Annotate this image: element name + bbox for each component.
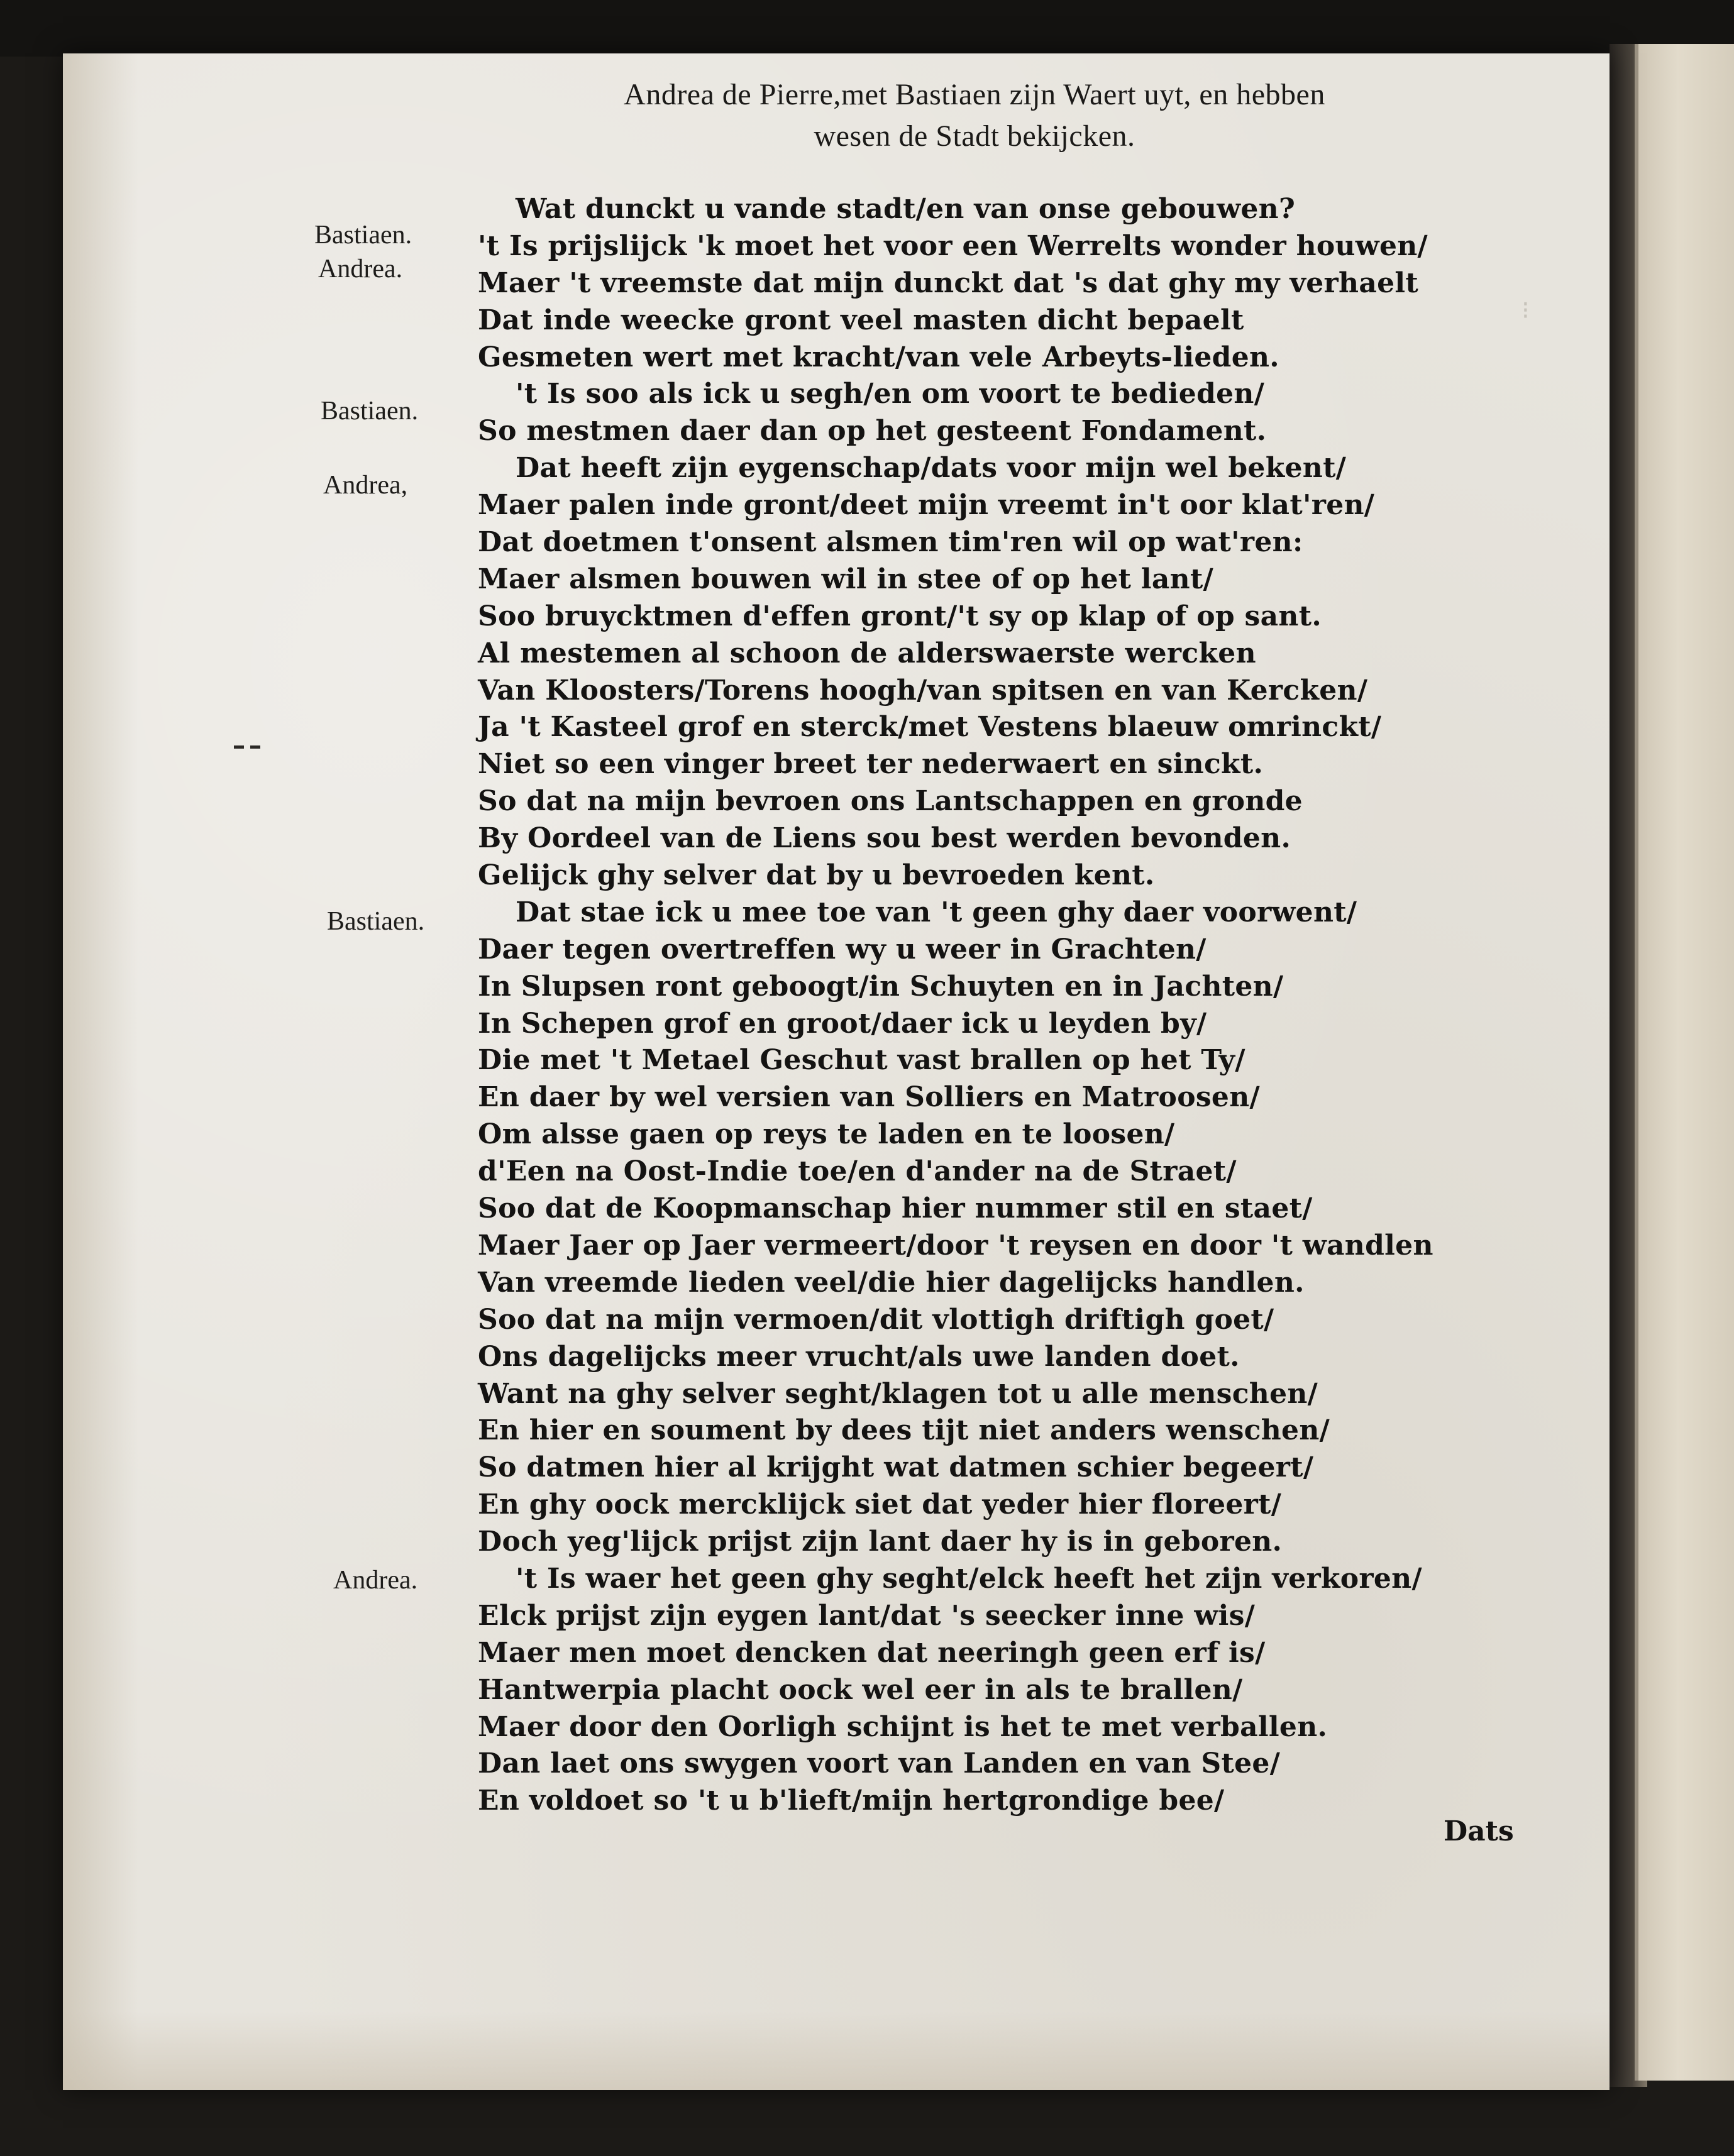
background-top (0, 0, 1734, 57)
verse-line: Hantwerpia placht oock wel eer in als te brallen/ (478, 1673, 1243, 1706)
verse-line: Om alsse gaen op reys te laden en te loosen/ (478, 1118, 1175, 1151)
heading-line-1: Andrea de Pierre,met Bastiaen zijn Waert uyt, en hebben (624, 78, 1325, 111)
verse-line: Dan laet ons swygen voort van Landen en van Stee/ (478, 1747, 1281, 1780)
verse-line: d'Een na Oost-Indie toe/en d'ander na de Straet/ (478, 1155, 1237, 1188)
verse-line: Niet so een vinger breet ter nederwaert en sinckt. (478, 748, 1264, 781)
verse-line: Maer 't vreemste dat mijn dunckt dat 's dat ghy my verhaelt (478, 267, 1419, 299)
speaker-label: Andrea. (333, 1566, 418, 1595)
verse-line: Dat inde weecke gront veel masten dicht bepaelt (478, 304, 1244, 336)
verse-line: Van vreemde lieden veel/die hier dagelijcks handlen. (478, 1266, 1305, 1299)
verse-line: Gelijck ghy selver dat by u bevroeden kent. (478, 859, 1155, 892)
verse-line: Ja 't Kasteel grof en sterck/met Vestens blaeuw omrinckt/ (478, 711, 1382, 744)
verse-line: Want na ghy selver seght/klagen tot u alle menschen/ (478, 1377, 1318, 1410)
verse-block (478, 191, 1509, 1820)
verse-line: En daer by wel versien van Solliers en Matroosen/ (478, 1081, 1260, 1114)
verse-line: Maer alsmen bouwen wil in stee of op het lant/ (478, 563, 1213, 595)
verse-line: En ghy oock mercklijck siet dat yeder hier floreert/ (478, 1488, 1282, 1521)
verse-line: In Schepen grof en groot/daer ick u leyden by/ (478, 1007, 1207, 1040)
verse-line: 't Is waer het geen ghy seght/elck heeft het zijn verkoren/ (516, 1562, 1422, 1595)
verse-line: Gesmeten wert met kracht/van vele Arbeyts-lieden. (478, 341, 1279, 373)
speaker-label: Andrea. (318, 255, 403, 283)
verse-line: Die met 't Metael Geschut vast brallen op het Ty/ (478, 1044, 1245, 1077)
verse-line: En hier en soument by dees tijt niet anders wenschen/ (478, 1414, 1330, 1447)
verse-line: Dat doetmen t'onsent alsmen tim'ren wil op wat'ren: (478, 526, 1303, 559)
page-bottom-shading (63, 2011, 1610, 2090)
scene-heading (440, 74, 1509, 157)
verse-line: Van Kloosters/Torens hoogh/van spitsen en van Kercken/ (478, 674, 1368, 707)
verse-line: Maer palen inde gront/deet mijn vreemt in't oor klat'ren/ (478, 489, 1375, 522)
verse-line: Elck prijst zijn eygen lant/dat 's seecker inne wis/ (478, 1599, 1256, 1632)
verse-line: Soo dat na mijn vermoen/dit vlottigh driftigh goet/ (478, 1303, 1274, 1336)
verse-line: Dat heeft zijn eygenschap/dats voor mijn wel bekent/ (516, 452, 1347, 485)
verse-line: Daer tegen overtreffen wy u weer in Grachten/ (478, 933, 1207, 965)
catchword: Dats (1444, 1815, 1514, 1847)
verse-line: Doch yeg'lijck prijst zijn lant daer hy is in geboren. (478, 1526, 1283, 1558)
verse-line: Ons dagelijcks meer vrucht/als uwe landen doet. (478, 1340, 1240, 1373)
verse-line: So datmen hier al krijght wat datmen schier begeert/ (478, 1451, 1314, 1484)
verse-line: Soo bruycktmen d'effen gront/'t sy op klap of op sant. (478, 600, 1322, 632)
verse-line: Maer door den Oorligh schijnt is het te met verballen. (478, 1710, 1328, 1743)
verse-line: 't Is soo als ick u segh/en om voort te bedieden/ (516, 378, 1265, 410)
verse-line: Maer Jaer op Jaer vermeert/door 't reysen en door 't wandlen (478, 1229, 1433, 1262)
verse-line: By Oordeel van de Liens sou best werden bevonden. (478, 822, 1291, 855)
speaker-label: Bastiaen. (314, 221, 412, 250)
speaker-label: Andrea, (323, 471, 408, 500)
verse-line: Maer men moet dencken dat neeringh geen erf is/ (478, 1636, 1266, 1669)
verse-line: So dat na mijn bevroen ons Lantschappen en gronde (478, 785, 1303, 818)
verse-line: En voldoet so 't u b'lieft/mijn hertgrondige bee/ (478, 1785, 1225, 1817)
speaker-label: Bastiaen. (321, 397, 419, 426)
verse-line: Dat stae ick u mee toe van 't geen ghy daer voorwent/ (516, 896, 1357, 928)
page-edge-shading (63, 53, 138, 2090)
verse-line: So mestmen daer dan op het gesteent Fondament. (478, 415, 1267, 448)
verse-line: Wat dunckt u vande stadt/en van onse gebouwen? (516, 193, 1296, 225)
show-through-text: ⁝ (1521, 296, 1530, 324)
facing-page-edge (1635, 44, 1734, 2081)
verse-line: 't Is prijslijck 'k moet het voor een Werrelts wonder houwen/ (478, 229, 1428, 262)
verse-line: In Slupsen ront geboogt/in Schuyten en in Jachten/ (478, 970, 1284, 1003)
verse-line: Soo dat de Koopmanschap hier nummer stil en staet/ (478, 1192, 1313, 1225)
margin-dash-mark (234, 745, 272, 749)
heading-line-2: wesen de Stadt bekijcken. (814, 119, 1135, 153)
speaker-label: Bastiaen. (327, 907, 425, 936)
verse-line: Al mestemen al schoon de alderswaerste wercken (478, 637, 1256, 669)
